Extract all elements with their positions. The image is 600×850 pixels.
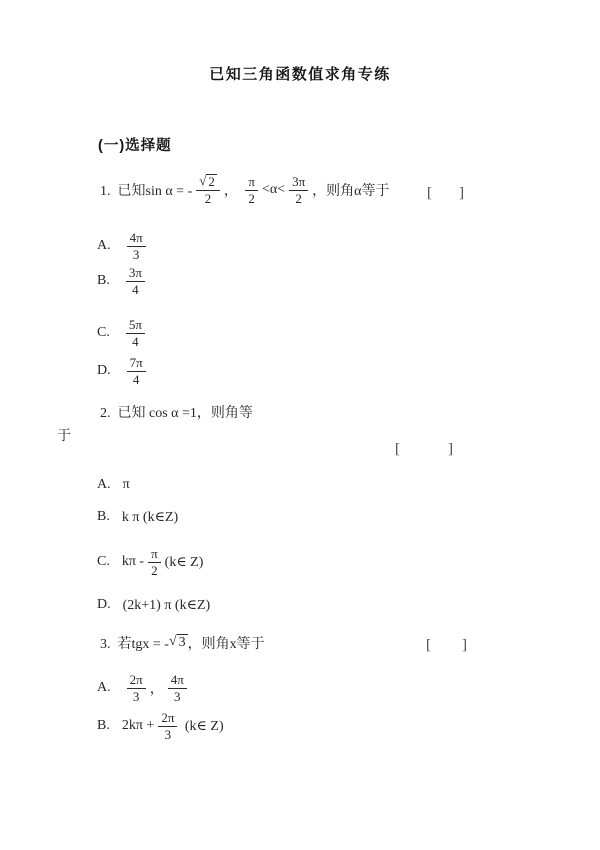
option-formula	[122, 546, 204, 578]
formula-text: 2. 已知 cos α =1，则角等	[100, 406, 253, 421]
formula-text: k π (k∈Z)	[121, 509, 179, 525]
option-letter: C.	[97, 554, 110, 569]
question-2-answer-brackets	[395, 440, 453, 458]
option-formula	[122, 265, 149, 297]
fraction: $\frac{4\pi}{3}$	[127, 230, 146, 262]
question-3-option-b	[97, 709, 224, 743]
answer-bracket: [	[395, 440, 400, 457]
question-1-option-d	[97, 356, 150, 386]
spacer	[400, 449, 448, 450]
option-letter: B.	[97, 509, 110, 524]
option-formula	[123, 355, 150, 387]
formula-text: ，则角x等于	[187, 637, 265, 652]
formula-text: ，则角α等于	[312, 184, 390, 199]
answer-bracket: ]	[448, 440, 453, 457]
option-letter: D.	[97, 363, 111, 378]
option-formula	[123, 597, 211, 614]
question-1-option-b	[97, 266, 149, 296]
answer-bracket: ]	[462, 636, 467, 653]
sqrt-radical: √ 2	[199, 172, 215, 189]
option-letter: A.	[97, 680, 111, 695]
answer-bracket: ]	[459, 184, 464, 201]
question-1-answer-brackets	[427, 184, 464, 202]
option-formula	[122, 317, 149, 349]
formula-text: ，	[149, 682, 164, 697]
question-2-option-d	[97, 595, 210, 615]
fraction: $\frac{7\pi}{4}$	[127, 355, 146, 387]
formula-text: 于	[57, 429, 71, 444]
question-1-option-a	[97, 231, 150, 261]
fraction: $\frac{\pi}{2}$	[148, 546, 161, 578]
formula-text: ，	[223, 184, 242, 199]
fraction: $\frac{2\pi}{3}$	[127, 672, 146, 704]
question-2-option-a	[97, 475, 130, 495]
section-heading: (一)选择题	[98, 138, 172, 154]
formula-text: (k∈ Z)	[164, 554, 204, 570]
spacer	[431, 645, 462, 646]
question-2-option-c	[97, 544, 203, 580]
option-formula	[123, 672, 191, 704]
question-3-option-a	[97, 672, 191, 704]
fraction: $\frac{5\pi}{4}$	[126, 317, 145, 349]
question-2-option-b	[97, 507, 178, 527]
option-letter: A.	[97, 238, 111, 253]
question-2-stem-line-1	[100, 402, 253, 422]
formula-text: 2kπ +	[121, 718, 155, 733]
option-formula	[123, 477, 130, 493]
option-letter: B.	[97, 273, 110, 288]
formula-text: 1. 已知sin α = -	[100, 184, 193, 199]
formula-text: π	[122, 477, 130, 492]
answer-bracket: [	[426, 636, 431, 653]
option-letter: B.	[97, 718, 110, 733]
formula-text: (k∈ Z)	[181, 718, 224, 734]
question-3-answer-brackets	[426, 636, 467, 654]
sqrt-radical: √ 3	[168, 634, 186, 651]
option-formula	[123, 230, 150, 262]
formula-text: (2k+1) π (k∈Z)	[122, 597, 211, 613]
formula-text: <α<	[261, 182, 286, 197]
question-1-stem	[100, 170, 390, 210]
spacer	[432, 193, 459, 194]
page-title: 已知三角函数值求角专练	[209, 66, 391, 83]
option-letter: D.	[97, 597, 111, 612]
option-formula	[122, 710, 224, 742]
fraction: $\frac{\pi}{2}$	[245, 174, 258, 206]
formula-text: 3. 若tgx = -	[100, 637, 169, 652]
fraction: $\frac{3\pi}{2}$	[289, 174, 308, 206]
fraction: $\frac{4\pi}{3}$	[168, 672, 187, 704]
option-letter: A.	[97, 477, 111, 492]
option-formula	[122, 509, 178, 526]
answer-bracket: [	[427, 184, 432, 201]
fraction: √ 2 2	[196, 174, 220, 206]
fraction: $\frac{3\pi}{4}$	[126, 265, 145, 297]
formula-text: kπ -	[121, 554, 145, 569]
question-2-stem-line-2	[57, 425, 71, 445]
option-letter: C.	[97, 325, 110, 340]
fraction: $\frac{2\pi}{3}$	[158, 710, 177, 742]
question-1-option-c	[97, 318, 149, 348]
question-3-stem	[100, 630, 265, 656]
